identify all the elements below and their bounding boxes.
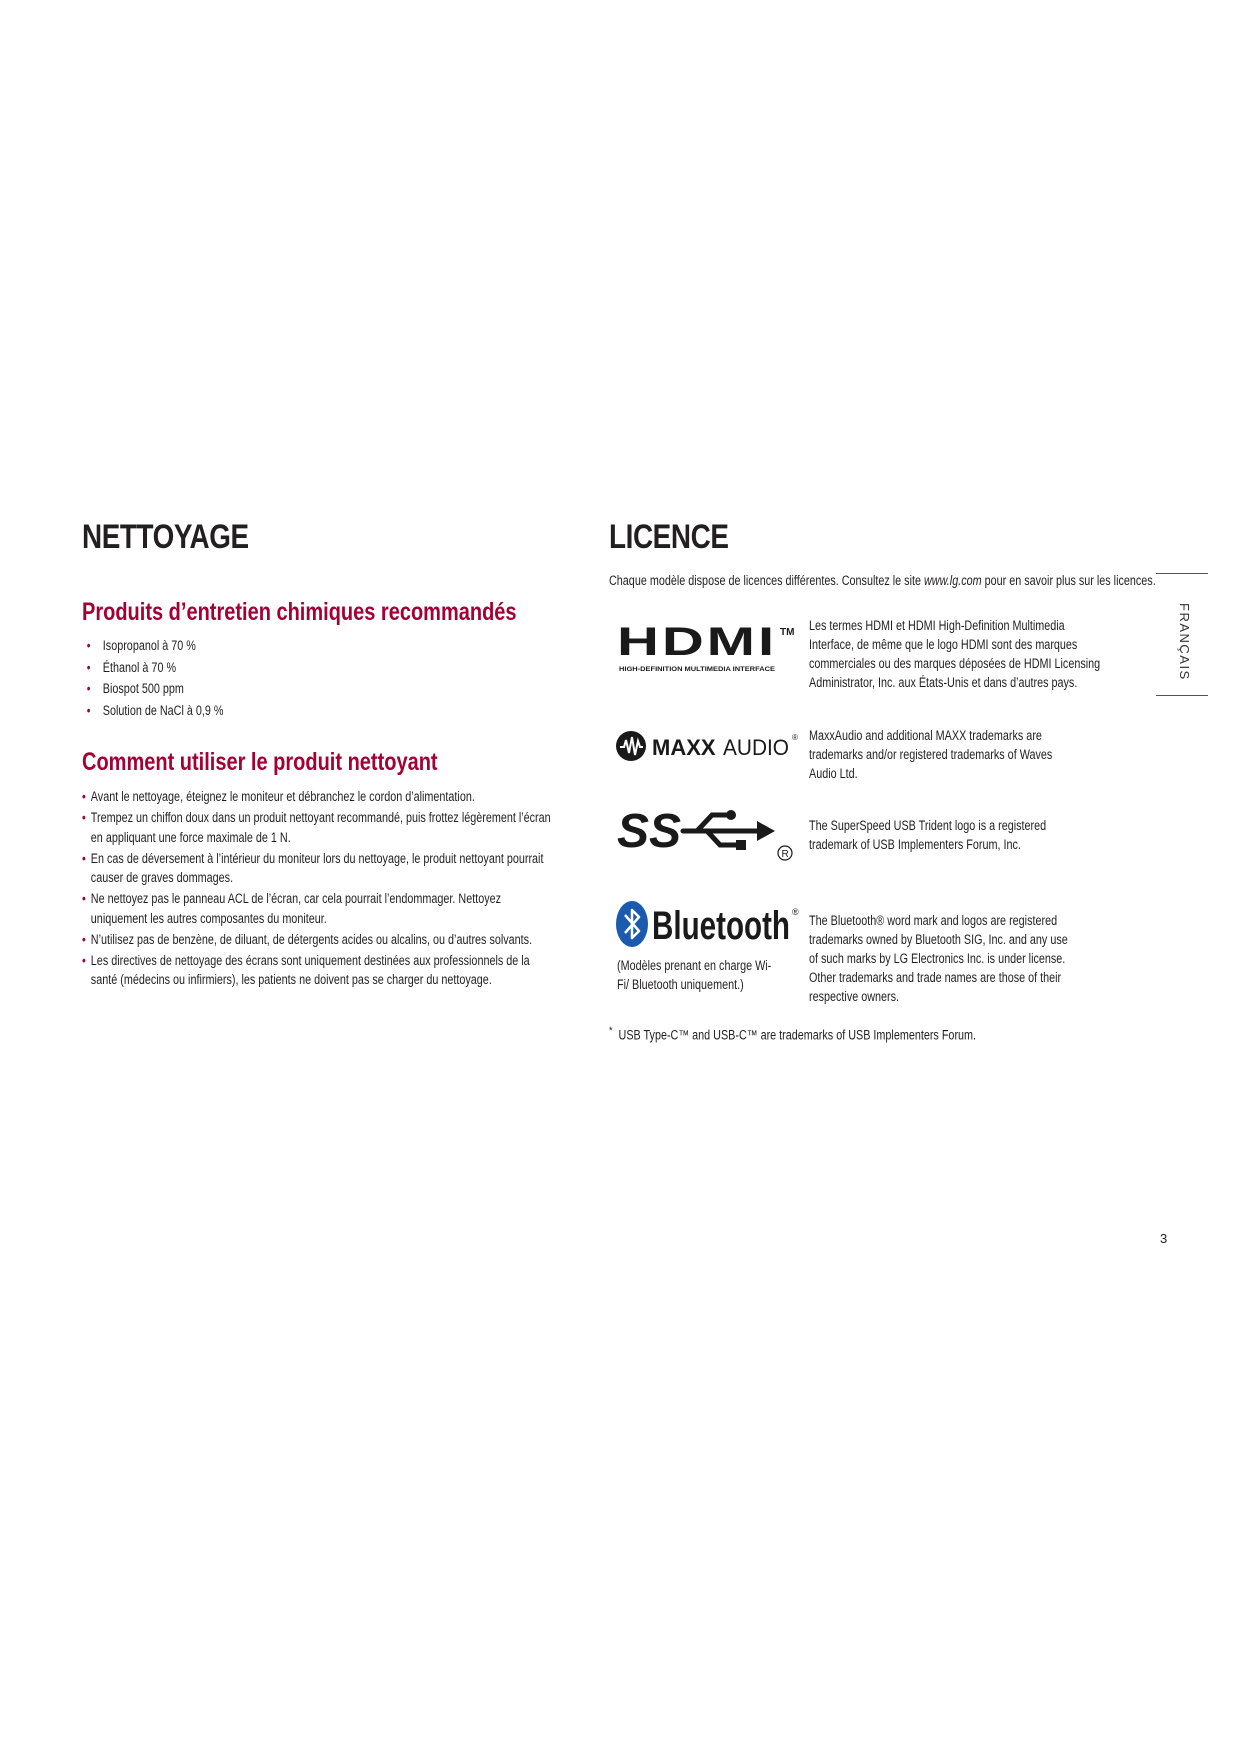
usb-license-text: The SuperSpeed USB Trident logo is a registered trademark of USB Implementers Forum, Inc. <box>809 818 1047 852</box>
usb-logo-graphic <box>617 803 797 865</box>
list-item: • Éthanol à 70 % <box>82 657 223 679</box>
ss-text: SS <box>617 805 682 858</box>
list-item: • Les directives de nettoyage des écrans sont uniquement destinées aux professionnels de la santé (médecins ou infirmiers), les patients ne doivent pas se charger du nettoyage. <box>82 951 554 990</box>
language-side-tab: FRANÇAIS <box>1177 603 1192 681</box>
list-item: • N’utilisez pas de benzène, de diluant, de détergents acides ou alcalins, ou d’autres solvants. <box>82 930 554 950</box>
licence-section <box>609 518 755 557</box>
products-heading: Produits d’entretien chimiques recommandés <box>82 598 517 626</box>
list-item: • En cas de déversement à l’intérieur du moniteur lors du nettoyage, le produit nettoyant pourrait causer de graves dommages. <box>82 849 554 888</box>
bluetooth-license-text: The Bluetooth® word mark and logos are registered trademarks owned by Bluetooth SIG, Inc. and any use of such marks by LG Electronics Inc. is under license. Other trademarks and trade names are those of their respective owners. <box>809 913 1068 1004</box>
list-item: • Ne nettoyez pas le panneau ACL de l’écran, car cela pourrait l’endommager. Nettoyez uniquement les autres composantes du moniteur. <box>82 889 554 928</box>
licence-intro: Chaque modèle dispose de licences différentes. Consultez le site www.lg.com pour en savoir plus sur les licences. <box>609 573 1156 588</box>
svg-text:®: ® <box>792 907 799 917</box>
list-item: • Trempez un chiffon doux dans un produit nettoyant recommandé, puis frottez légèrement l’écran en appliquant une force maximale de 1 N. <box>82 808 554 847</box>
svg-text:®: ® <box>792 733 798 742</box>
list-item: • Avant le nettoyage, éteignez le moniteur et débranchez le cordon d’alimentation. <box>82 787 554 807</box>
page-title-licence: LICENCE <box>609 518 729 556</box>
maxxaudio-logo-graphic <box>616 729 800 765</box>
hdmi-sub: HIGH-DEFINITION MULTIMEDIA INTERFACE <box>619 666 776 673</box>
usage-list-wrap <box>82 787 554 991</box>
products-list <box>82 635 223 721</box>
bluetooth-logo-graphic <box>616 901 800 951</box>
products-heading-wrap <box>82 598 625 627</box>
usb-superspeed-logo <box>617 803 797 865</box>
hdmi-logo-graphic <box>617 620 797 680</box>
list-item: • Solution de NaCl à 0,9 % <box>82 700 223 722</box>
products-list-wrap <box>82 635 223 721</box>
audio-text: AUDIO <box>723 735 789 760</box>
lg-link[interactable]: www.lg.com <box>924 573 982 588</box>
usage-heading-wrap <box>82 748 526 777</box>
page-number: 3 <box>1160 1231 1168 1246</box>
usage-list <box>82 787 554 990</box>
maxxaudio-license-text: MaxxAudio and additional MAXX trademarks are trademarks and/or registered trademarks of Waves Audio Ltd. <box>809 728 1053 781</box>
page-title-nettoyage: NETTOYAGE <box>82 518 249 556</box>
svg-text:R: R <box>781 849 789 860</box>
list-item: • Isopropanol à 70 % <box>82 635 223 657</box>
nettoyage-section <box>82 518 285 557</box>
hdmi-logo-text: HDMI <box>617 620 777 664</box>
bluetooth-logo <box>616 901 800 951</box>
bluetooth-text: Bluetooth <box>652 904 790 948</box>
hdmi-logo <box>617 620 797 680</box>
side-tab-top-rule <box>1156 573 1208 574</box>
bluetooth-note: (Modèles prenant en charge Wi-Fi/ Bluetooth uniquement.) <box>617 958 772 992</box>
maxxaudio-logo <box>616 729 800 765</box>
usb-c-footnote: * USB Type-C™ and USB-C™ are trademarks of USB Implementers Forum. <box>609 1025 977 1043</box>
maxx-text: MAXX <box>652 735 716 760</box>
hdmi-license-text: Les termes HDMI et HDMI High-Definition Multimedia Interface, de même que le logo HDMI sont des marques commerciales ou des marques déposées de HDMI Licensing Administrator, Inc. aux États-Unis et dans d’autres pays. <box>809 618 1101 690</box>
footnote-mark: * <box>609 1025 613 1037</box>
hdmi-tm: TM <box>780 627 795 638</box>
list-item: • Biospot 500 ppm <box>82 678 223 700</box>
side-tab-bottom-rule <box>1156 695 1208 696</box>
usage-heading: Comment utiliser le produit nettoyant <box>82 748 438 776</box>
